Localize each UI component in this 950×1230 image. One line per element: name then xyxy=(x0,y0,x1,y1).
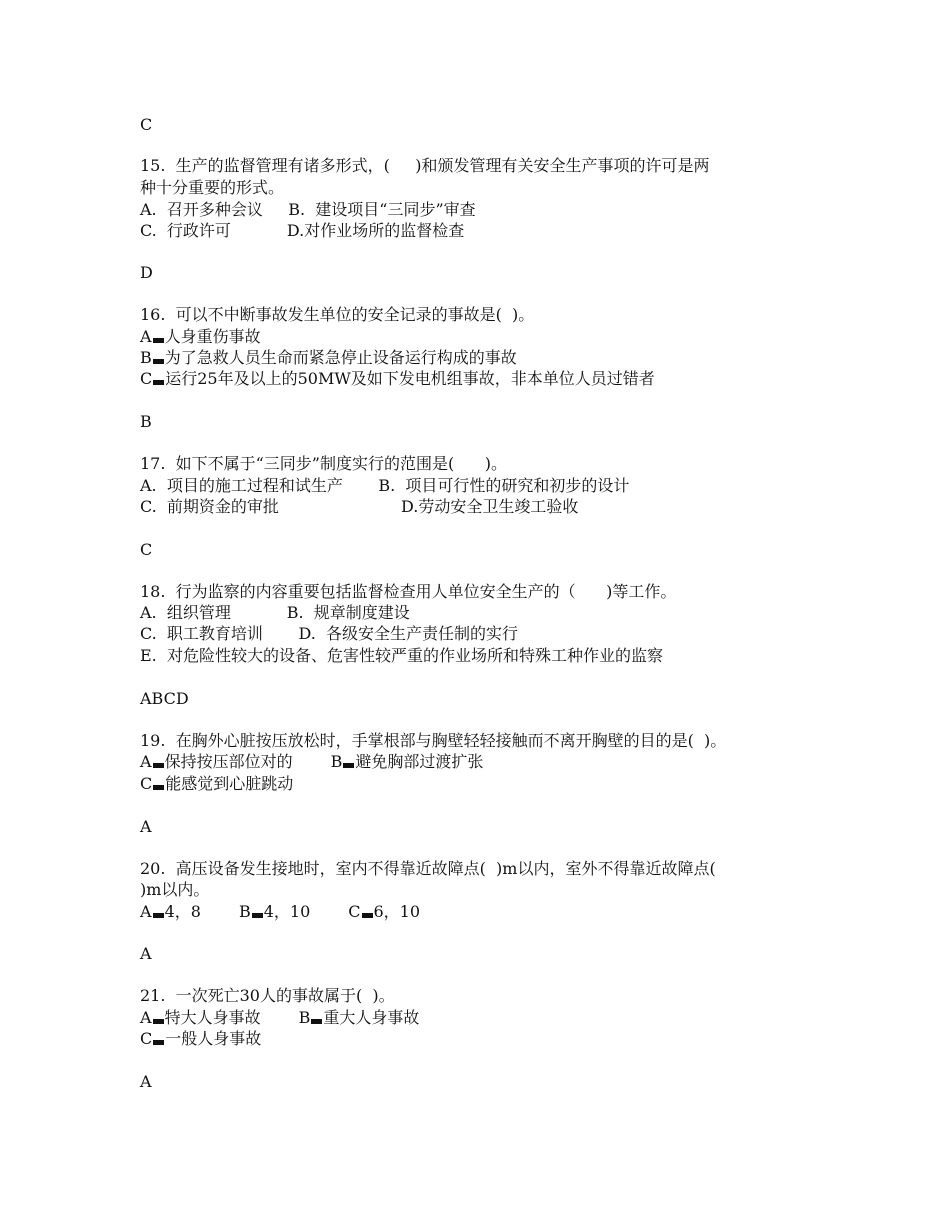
blank-mark xyxy=(153,913,164,918)
option-text: 6，10 xyxy=(373,902,421,921)
question-16-option-b xyxy=(140,348,517,368)
option-text: 一般人身事故 xyxy=(165,1029,262,1048)
question-20-text-line2: )m以内。 xyxy=(140,880,210,899)
answer-21: A xyxy=(140,1072,152,1091)
answer-14: C xyxy=(140,115,153,134)
question-20-options xyxy=(140,902,420,922)
question-19-options-line1 xyxy=(140,752,483,772)
question-21-text: 21. 一次死亡30人的事故属于( )。 xyxy=(140,986,395,1005)
question-17-options-line2: C. 前期资金的审批 D.劳动安全卫生竣工验收 xyxy=(140,497,579,516)
answer-19: A xyxy=(140,817,152,836)
question-17-text: 17. 如下不属于“三同步”制度实行的范围是( )。 xyxy=(140,454,507,473)
option-letter: C xyxy=(140,369,153,388)
question-18-options-line1: A. 组织管理 B. 规章制度建设 xyxy=(140,603,410,622)
option-letter: C xyxy=(140,1029,153,1048)
option-letter: B xyxy=(298,1008,311,1027)
question-17-options-line1: A. 项目的施工过程和试生产 B. 项目可行性的研究和初步的设计 xyxy=(140,476,630,495)
blank-mark xyxy=(311,1019,322,1024)
answer-18: ABCD xyxy=(140,689,189,708)
question-21-options-line1 xyxy=(140,1008,419,1028)
option-text: 能感觉到心脏跳动 xyxy=(165,774,294,793)
question-15-options-line2: C. 行政许可 D.对作业场所的监督检查 xyxy=(140,221,465,240)
question-18-options-line3: E. 对危险性较大的设备、危害性较严重的作业场所和特殊工种作业的监察 xyxy=(140,646,663,665)
question-16-option-c xyxy=(140,369,655,389)
option-letter: C xyxy=(140,774,153,793)
answer-16: B xyxy=(140,412,152,431)
option-letter: C xyxy=(348,902,361,921)
blank-mark xyxy=(362,913,373,918)
blank-mark xyxy=(153,1019,164,1024)
blank-mark xyxy=(153,359,164,364)
blank-mark xyxy=(343,763,354,768)
option-text: 重大人身事故 xyxy=(323,1008,420,1027)
blank-mark xyxy=(153,785,164,790)
option-text: 避免胸部过渡扩张 xyxy=(355,752,484,771)
question-15-options-line1: A. 召开多种会议 B. 建设项目“三同步”审查 xyxy=(140,200,476,219)
question-19-text: 19. 在胸外心脏按压放松时，手掌根部与胸壁轻轻接触而不离开胸壁的目的是( )。 xyxy=(140,731,727,750)
option-letter: A xyxy=(140,902,152,921)
answer-15: D xyxy=(140,263,153,282)
blank-mark xyxy=(153,1040,164,1045)
blank-mark xyxy=(153,338,164,343)
question-19-option-c xyxy=(140,774,293,794)
blank-mark xyxy=(153,380,164,385)
question-18-options-line2: C. 职工教育培训 D. 各级安全生产责任制的实行 xyxy=(140,624,519,643)
question-15-text-line1: 15. 生产的监督管理有诸多形式，( )和颁发管理有关安全生产事项的许可是两 xyxy=(140,156,710,175)
option-letter: B xyxy=(330,752,343,771)
option-text: 运行25年及以上的50MW及如下发电机组事故，非本单位人员过错者 xyxy=(165,369,655,388)
blank-mark xyxy=(153,763,164,768)
option-letter: A xyxy=(140,752,152,771)
answer-17: C xyxy=(140,540,153,559)
option-letter: B xyxy=(238,902,251,921)
question-15-text-line2: 种十分重要的形式。 xyxy=(140,178,285,197)
option-text: 特大人身事故 xyxy=(164,1008,261,1027)
option-text: 保持按压部位对的 xyxy=(164,752,293,771)
option-letter: B xyxy=(140,348,152,367)
question-21-option-c xyxy=(140,1029,261,1049)
option-text: 人身重伤事故 xyxy=(164,327,261,346)
option-text: 为了急救人员生命而紧急停止设备运行构成的事故 xyxy=(164,348,517,367)
question-18-text: 18. 行为监察的内容重要包括监督检查用人单位安全生产的（ )等工作。 xyxy=(140,582,677,601)
answer-20: A xyxy=(140,944,152,963)
option-letter: A xyxy=(140,327,152,346)
option-text: 4，8 xyxy=(164,902,201,921)
question-16-text: 16. 可以不中断事故发生单位的安全记录的事故是( )。 xyxy=(140,305,535,324)
question-16-option-a xyxy=(140,327,261,347)
blank-mark xyxy=(252,913,263,918)
option-letter: A xyxy=(140,1008,152,1027)
option-text: 4，10 xyxy=(263,902,311,921)
question-20-text-line1: 20. 高压设备发生接地时，室内不得靠近故障点( )m以内，室外不得靠近故障点( xyxy=(140,859,716,878)
